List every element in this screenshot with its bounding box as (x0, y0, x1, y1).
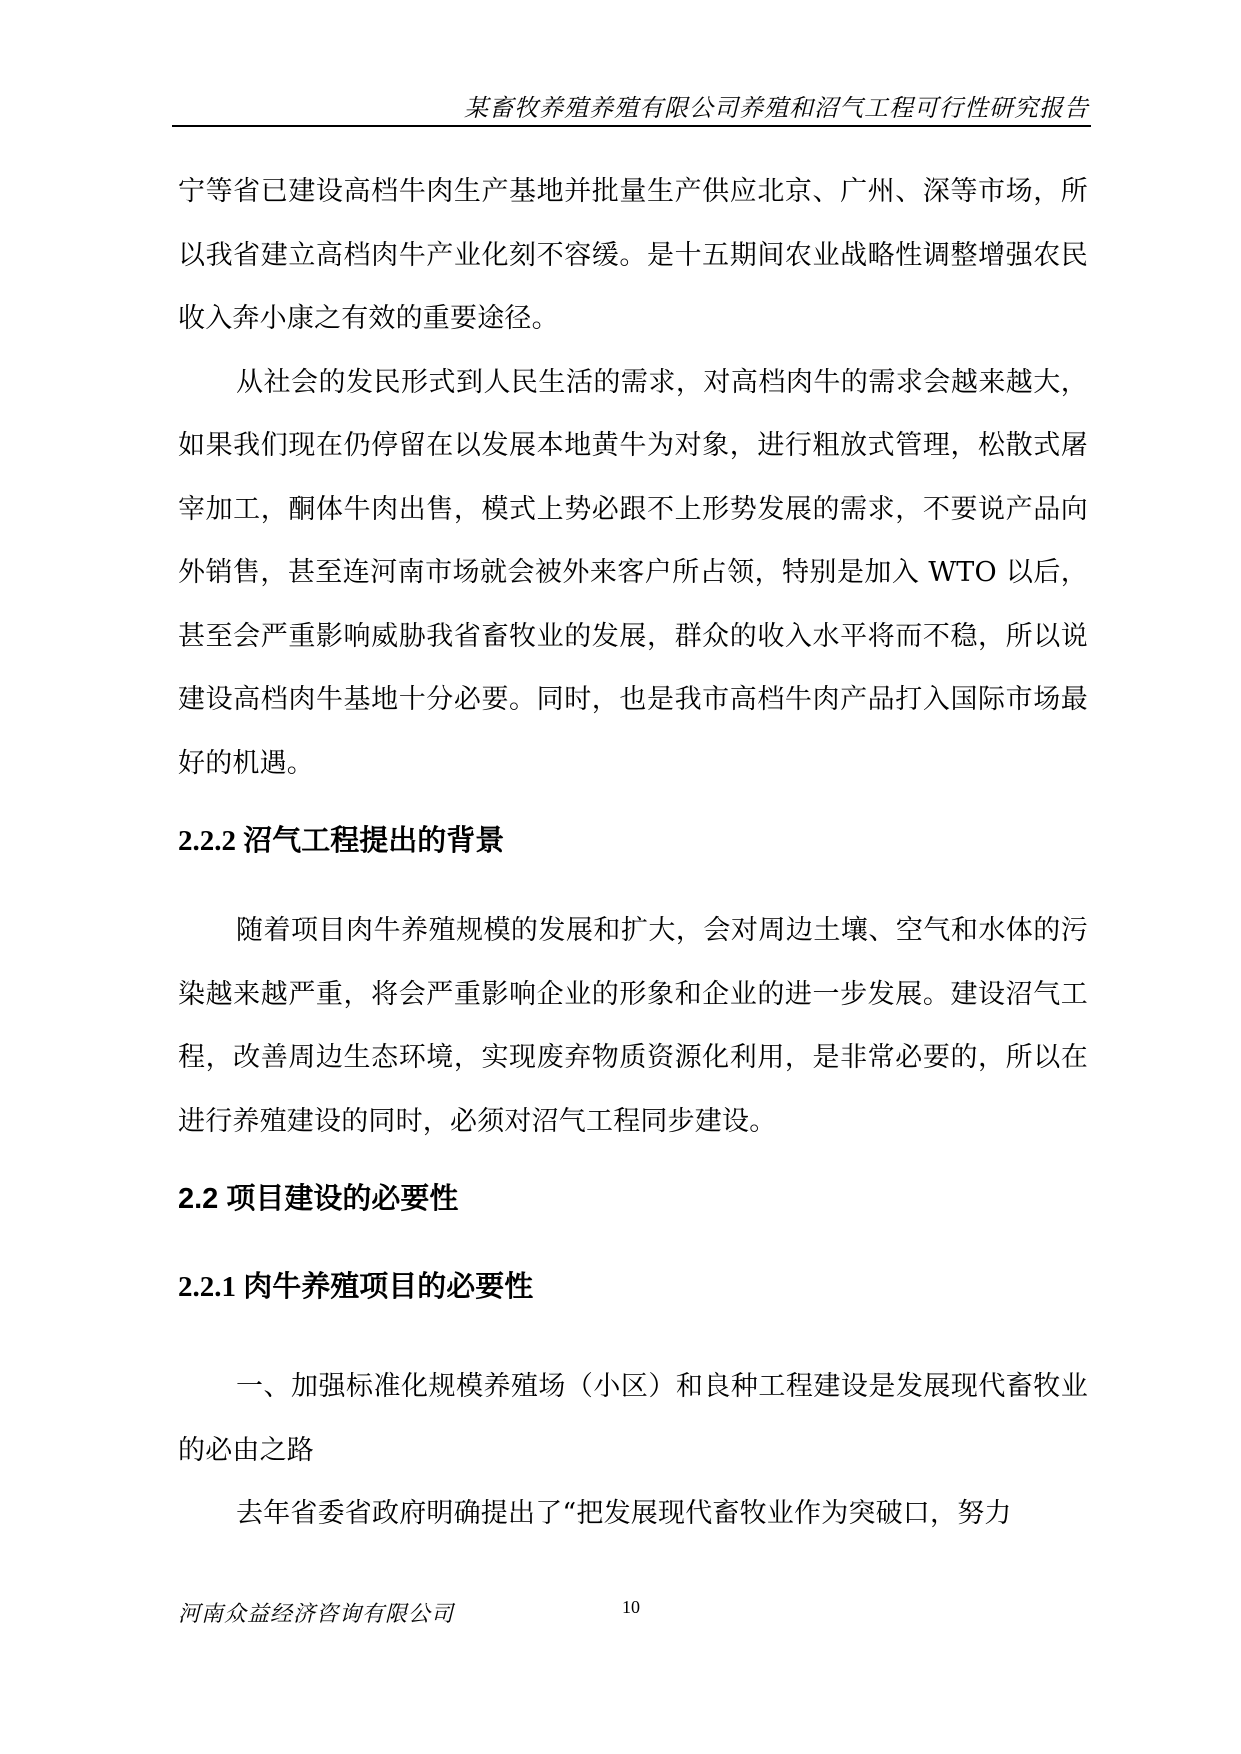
header-divider (172, 125, 1091, 127)
page-body (178, 160, 1088, 1546)
body-paragraph: 宁等省已建设高档牛肉生产基地并批量生产供应北京、广州、深等市场，所以我省建立高档肉牛产业化刻不容缓。是十五期间农业战略性调整增强农民收入奔小康之有效的重要途径。 (178, 176, 1088, 334)
body-paragraph: 随着项目肉牛养殖规模的发展和扩大，会对周边土壤、空气和水体的污染越来越严重，将会严重影响企业的形象和企业的进一步发展。建设沼气工程，改善周边生态环境，实现废弃物质资源化利用，是非常必要的，所以在进行养殖建设的同时，必须对沼气工程同步建设。 (178, 915, 1088, 1137)
body-paragraph: 去年省委省政府明确提出了“把发展现代畜牧业作为突破口，努力 (236, 1498, 1012, 1529)
section-heading-2-2-1: 2.2.1 肉牛养殖项目的必要性 (178, 1271, 534, 1303)
body-paragraph: 从社会的发民形式到人民生活的需求，对高档肉牛的需求会越来越大，如果我们现在仍停留在以发展本地黄牛为对象，进行粗放式管理，松散式屠宰加工，酮体牛肉出售，模式上势必跟不上形势发展的需求，不要说产品向外销售，甚至连河南市场就会被外来客户所占领，特别是加入 WTO 以后，甚至会严重影响威胁我省畜牧业的发展，群众的收入水平将而不稳，所以说建设高档肉牛基地十分必要。同时，也是我市高档牛肉产品打入国际市场最好的机遇。 (178, 366, 1088, 779)
body-paragraph: 一、加强标准化规模养殖场（小区）和良种工程建设是发展现代畜牧业的必由之路 (178, 1371, 1088, 1466)
section-heading-2-2: 2.2 项目建设的必要性 (178, 1183, 459, 1215)
page-number: 10 (622, 1597, 640, 1617)
footer-company-name: 河南众益经济咨询有限公司 (178, 1602, 455, 1627)
running-header-title: 某畜牧养殖养殖有限公司养殖和沼气工程可行性研究报告 (464, 94, 1089, 122)
section-heading-2-2-2: 2.2.2 沼气工程提出的背景 (178, 825, 505, 857)
